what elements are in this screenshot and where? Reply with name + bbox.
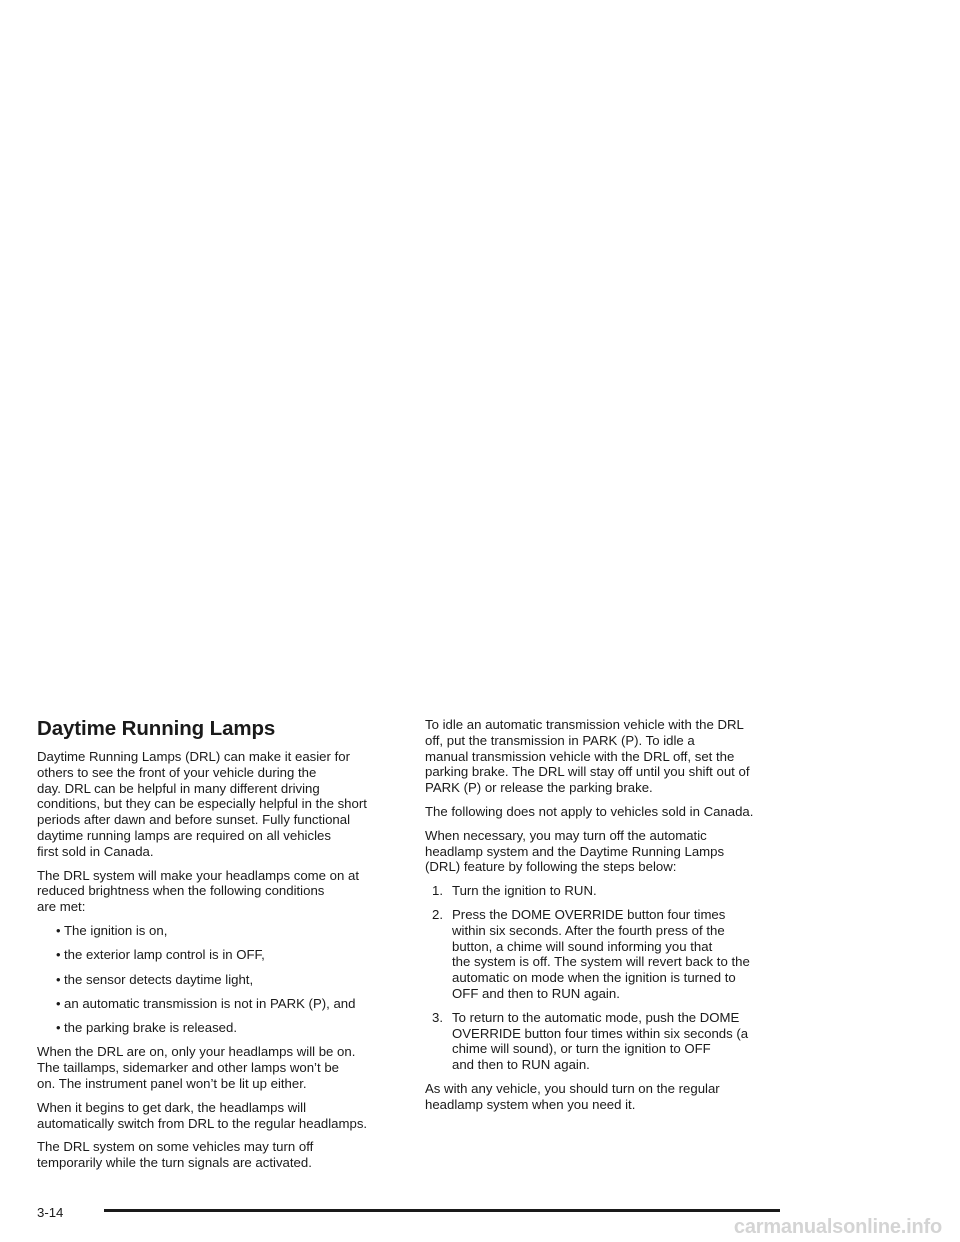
bullet-icon: • [56, 971, 61, 987]
turn-signal-paragraph: The DRL system on some vehicles may turn off temporarily while the turn signals are activated. [37, 1139, 314, 1171]
conditions-list [37, 923, 403, 1036]
headlamps-on-paragraph: When the DRL are on, only your headlamps will be on. The taillamps, sidemarker and other lamps won’t be on. The instrument panel won’t be lit up either. [37, 1044, 356, 1092]
bullet-icon: • [56, 995, 61, 1011]
bullet-icon: • [56, 922, 61, 938]
list-item: • the parking brake is released. [56, 1020, 238, 1036]
drl-intro-paragraph: Daytime Running Lamps (DRL) can make it easier for others to see the front of your vehicle during the day. DRL can be helpful in many different driving conditions, but they can be especially helpful in the short periods after dawn and before sunset. Fully functional daytime running lamps are required on all vehicles first sold in Canada. [37, 749, 367, 859]
bullet-icon: • [56, 1020, 61, 1036]
list-item: • the exterior lamp control is in OFF, [56, 947, 265, 963]
left-column [37, 717, 403, 1179]
idle-paragraph: To idle an automatic transmission vehicle with the DRL off, put the transmission in PARK (P). To idle a manual transmission vehicle with the DRL off, set the parking brake. The DRL will stay off until you shift out of PARK (P) or release the parking brake. [425, 717, 750, 796]
canada-note-paragraph: The following does not apply to vehicles sold in Canada. [425, 803, 754, 819]
step-item: 3. To return to the automatic mode, push the DOME OVERRIDE button four times within six seconds (a chime will sound), or turn the ignition to OFF and then to RUN again. [432, 1009, 749, 1073]
page-number: 3-14 [37, 1205, 64, 1220]
list-item: • The ignition is on, [56, 922, 168, 938]
watermark: carmanualsonline.info [733, 1216, 942, 1238]
right-column [425, 717, 795, 1121]
footer-divider [104, 1209, 780, 1212]
steps-list [425, 883, 795, 1073]
step-number: 2. [432, 906, 443, 922]
step-item: 1. Turn the ignition to RUN. [432, 883, 597, 899]
regular-headlamp-paragraph: As with any vehicle, you should turn on the regular headlamp system when you need it. [425, 1080, 720, 1112]
dark-switch-paragraph: When it begins to get dark, the headlamps will automatically switch from DRL to the regular headlamps. [37, 1099, 368, 1131]
list-item: • the sensor detects daytime light, [56, 971, 254, 987]
list-item: • an automatic transmission is not in PARK (P), and [56, 995, 356, 1011]
step-number: 1. [432, 883, 443, 899]
bullet-icon: • [56, 947, 61, 963]
step-number: 3. [432, 1009, 443, 1025]
section-heading: Daytime Running Lamps [37, 717, 276, 740]
drl-conditions-paragraph: The DRL system will make your headlamps come on at reduced brightness when the following conditions are met: [37, 867, 359, 915]
turn-off-intro-paragraph: When necessary, you may turn off the automatic headlamp system and the Daytime Running Lamps (DRL) feature by following the steps below: [425, 827, 725, 875]
step-item: 2. Press the DOME OVERRIDE button four times within six seconds. After the fourth press of the button, a chime will sound informing you that the system is off. The system will revert back to the automatic on mode when the ignition is turned to OFF and then to RUN again. [432, 906, 750, 1001]
